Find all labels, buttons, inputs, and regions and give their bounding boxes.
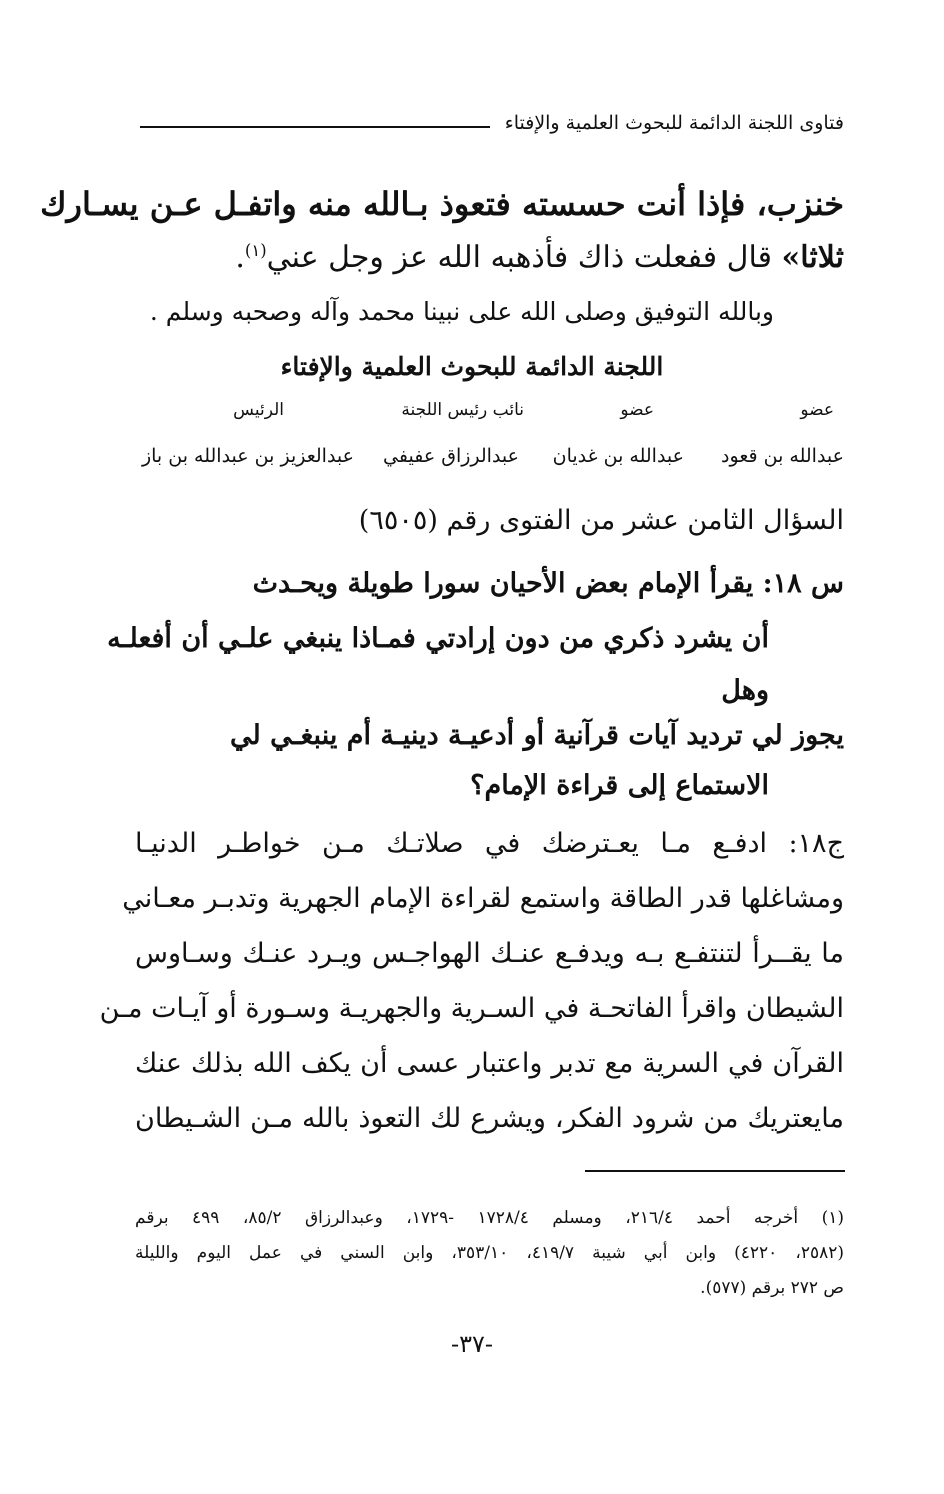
answer-line-6: مايعتريك من شرود الفكر، ويشرع لك التعوذ بالله مـن الشـيطان — [135, 1103, 844, 1134]
member-name-2: عبدالله بن غديان — [552, 445, 684, 467]
answer-line-5: القرآن في السرية مع تدبر واعتبار عسى أن يكف الله بذلك عنك — [135, 1048, 844, 1079]
footnote-line-3: ص ٢٧٢ برقم (٥٧٧). — [700, 1278, 844, 1298]
header-rule — [140, 126, 490, 128]
answer-line-3: ما يقــرأ لتنتفـع بـه ويدفـع عنـك الهواجـس ويـرد عنـك وسـاوس — [135, 938, 844, 969]
member-role-2: عضو — [620, 400, 654, 420]
answer-line-1: ج١٨: ادفـع مـا يعـترضك في صلاتـك مـن خواطـر الدنيـا — [135, 828, 844, 859]
question-line-4: يجوز لي ترديد آيات قرآنية أو أدعيـة دينيـة أم ينبغـي لي — [229, 720, 844, 751]
intro-line-3: وبالله التوفيق وصلى الله على نبينا محمد وآله وصحبه وسلم . — [149, 297, 774, 326]
footnote-line-2: (٢٥٨٢، ٤٢٢٠) وابن أبي شيبة ٤١٩/٧، ٣٥٣/١٠، وابن السني في عمل اليوم والليلة — [135, 1243, 845, 1263]
intro-line-2-text: قال ففعلت ذاك فأذهبه الله عز وجل عني — [266, 240, 782, 275]
question-title: السؤال الثامن عشر من الفتوى رقم (٦٥٠٥) — [358, 505, 844, 536]
intro-line-1: خنزب، فإذا أنت حسسته فتعوذ بـالله منه واتفـل عـن يسـارك — [40, 185, 844, 223]
footnote-rule — [585, 1170, 845, 1172]
member-name-3: عبدالرزاق عفيفي — [383, 445, 519, 467]
intro-line-2 — [235, 240, 844, 275]
question-line-5: الاستماع إلى قراءة الإمام؟ — [470, 770, 769, 801]
member-name-1: عبدالله بن قعود — [721, 445, 844, 467]
member-role-4: الرئيس — [233, 400, 284, 420]
intro-line-2-end: . — [235, 240, 245, 275]
answer-line-4: الشيطان واقرأ الفاتحـة في السـرية والجهريـة وسـورة أو آيـات مـن — [99, 993, 844, 1024]
footnote-reference[interactable]: (١) — [244, 241, 267, 260]
committee-title: اللجنة الدائمة للبحوث العلمية والإفتاء — [280, 352, 664, 381]
page-number: -٣٧- — [451, 1330, 493, 1358]
footnote-line-1: (١) أخرجه أحمد ٢١٦/٤، ومسلم ١٧٢٨/٤ -١٧٢٩، وعبدالرزاق ٨٥/٢، ٤٩٩ برقم — [135, 1208, 845, 1228]
question-line-1: س ١٨: يقرأ الإمام بعض الأحيان سورا طويلة ويحـدث — [252, 568, 844, 599]
member-role-3: نائب رئيس اللجنة — [401, 400, 524, 420]
running-header: فتاوى اللجنة الدائمة للبحوث العلمية والإفتاء — [504, 112, 844, 134]
question-line-3: وهل — [721, 675, 769, 706]
member-role-1: عضو — [800, 400, 834, 420]
answer-line-2: ومشاغلها قدر الطاقة واستمع لقراءة الإمام الجهرية وتدبـر معـاني — [122, 883, 844, 914]
intro-line-2-bold: ثلاثا» — [781, 240, 844, 275]
member-name-4: عبدالعزيز بن عبدالله بن باز — [141, 445, 354, 467]
question-line-2: أن يشرد ذكري من دون إرادتي فمـاذا ينبغي علـي أن أفعلـه — [107, 623, 769, 654]
